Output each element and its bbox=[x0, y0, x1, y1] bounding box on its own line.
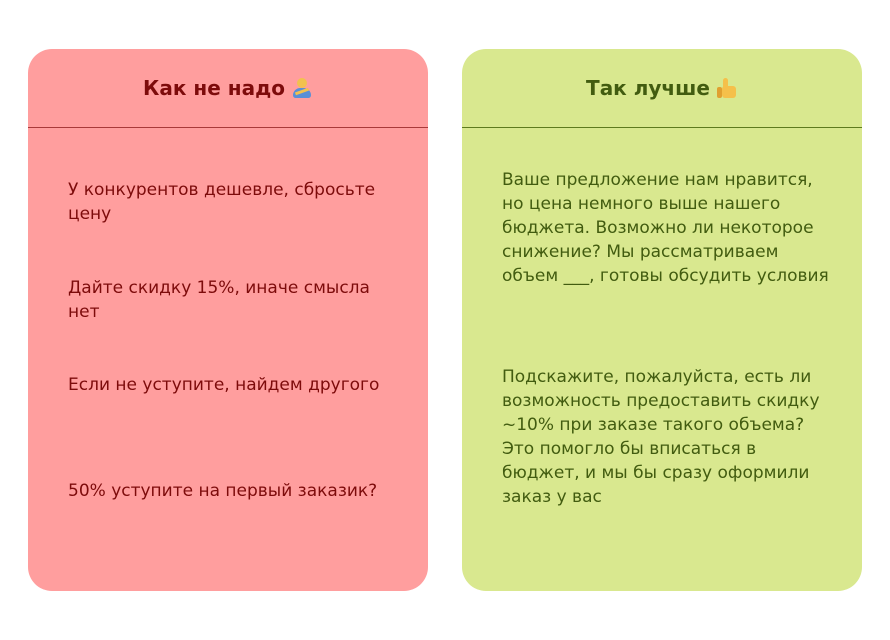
bad-item: 50% уступите на первый заказик? bbox=[68, 481, 378, 501]
bad-item: Дайте скидку 15%, иначе смысла нет bbox=[68, 278, 370, 322]
person-gesturing-no-icon bbox=[291, 77, 313, 99]
good-item: Ваше предложение нам нравится, но цена немного выше нашего бюджета. Возможно ли некоторое снижение? Мы рассматриваем объем ___, готовы обсудить условия bbox=[502, 170, 829, 286]
good-card-header bbox=[462, 49, 862, 128]
bad-item: У конкурентов дешевле, сбросьте цену bbox=[68, 180, 376, 224]
bad-card-title: Как не надо bbox=[143, 76, 285, 100]
bad-item: Если не уступите, найдем другого bbox=[68, 375, 380, 395]
good-item: Подскажите, пожалуйста, есть ли возможность предоставить скидку ~10% при заказе такого объема? Это помогло бы вписаться в бюджет, и мы бы сразу оформили заказ у вас bbox=[502, 367, 820, 507]
bad-example-card bbox=[28, 49, 428, 591]
good-example-card bbox=[462, 49, 862, 591]
bad-card-header bbox=[28, 49, 428, 128]
thumbs-up-icon bbox=[716, 77, 738, 99]
good-card-title: Так лучше bbox=[586, 76, 710, 100]
